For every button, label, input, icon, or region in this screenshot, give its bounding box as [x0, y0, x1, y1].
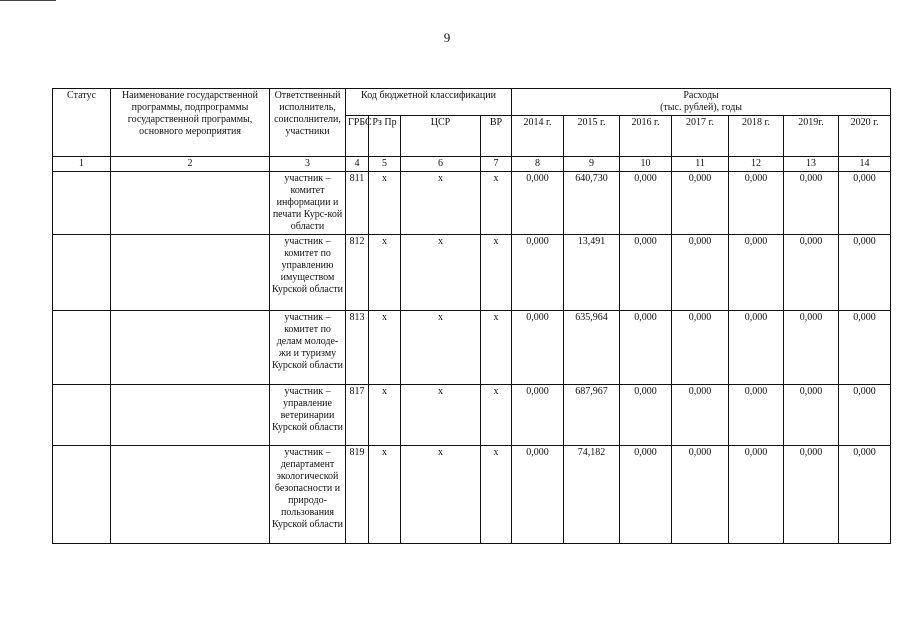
name-cell	[111, 385, 270, 446]
rzpr-cell: х	[369, 385, 401, 446]
rzpr-cell: х	[369, 311, 401, 385]
amount-cell: 687,967	[564, 385, 620, 446]
amount-cell: 0,000	[839, 311, 891, 385]
table-row	[53, 446, 891, 544]
rzpr-cell: х	[369, 446, 401, 544]
header-year: 2017 г.	[672, 116, 729, 157]
header-year: 2016 г.	[620, 116, 672, 157]
table-row	[53, 311, 891, 385]
responsible-cell: участник – комитет по делам молоде-жи и туризму Курской области	[270, 311, 346, 385]
amount-cell: 0,000	[729, 172, 784, 235]
header-budget-code: Код бюджетной классификации	[346, 89, 512, 116]
column-number: 6	[401, 157, 481, 172]
header-grbs: ГРБС	[346, 116, 369, 157]
status-cell	[53, 172, 111, 235]
column-number: 4	[346, 157, 369, 172]
header-year: 2014 г.	[512, 116, 564, 157]
column-number: 11	[672, 157, 729, 172]
amount-cell: 0,000	[512, 385, 564, 446]
csr-cell: х	[401, 446, 481, 544]
grbs-cell: 817	[346, 385, 369, 446]
header-rzpr: Рз Пр	[369, 116, 401, 157]
amount-cell: 0,000	[839, 446, 891, 544]
grbs-cell: 813	[346, 311, 369, 385]
name-cell	[111, 311, 270, 385]
amount-cell: 0,000	[839, 235, 891, 311]
amount-cell: 0,000	[672, 235, 729, 311]
header-year: 2018 г.	[729, 116, 784, 157]
table-row	[53, 235, 891, 311]
amount-cell: 0,000	[672, 446, 729, 544]
page-number: 9	[443, 30, 451, 45]
amount-cell: 0,000	[729, 311, 784, 385]
amount-cell: 0,000	[784, 172, 839, 235]
column-number: 12	[729, 157, 784, 172]
vr-cell: х	[481, 446, 512, 544]
csr-cell: х	[401, 235, 481, 311]
header-row-top	[53, 89, 891, 116]
header-status: Статус	[53, 89, 111, 157]
header-year: 2019г.	[784, 116, 839, 157]
amount-cell: 635,964	[564, 311, 620, 385]
grbs-cell: 811	[346, 172, 369, 235]
grbs-cell: 819	[346, 446, 369, 544]
column-number: 13	[784, 157, 839, 172]
status-cell	[53, 235, 111, 311]
column-number: 2	[111, 157, 270, 172]
name-cell	[111, 235, 270, 311]
column-number: 14	[839, 157, 891, 172]
vr-cell: х	[481, 311, 512, 385]
name-cell	[111, 172, 270, 235]
responsible-cell: участник – управление ветеринарии Курской области	[270, 385, 346, 446]
amount-cell: 0,000	[512, 235, 564, 311]
amount-cell: 0,000	[620, 235, 672, 311]
column-number: 8	[512, 157, 564, 172]
header-year: 2020 г.	[839, 116, 891, 157]
header-year: 2015 г.	[564, 116, 620, 157]
amount-cell: 74,182	[564, 446, 620, 544]
column-number: 3	[270, 157, 346, 172]
amount-cell: 13,491	[564, 235, 620, 311]
status-cell	[53, 446, 111, 544]
amount-cell: 0,000	[784, 446, 839, 544]
csr-cell: х	[401, 385, 481, 446]
amount-cell: 0,000	[620, 172, 672, 235]
amount-cell: 640,730	[564, 172, 620, 235]
amount-cell: 0,000	[620, 311, 672, 385]
amount-cell: 0,000	[620, 446, 672, 544]
column-number: 7	[481, 157, 512, 172]
budget-table	[52, 88, 891, 544]
amount-cell: 0,000	[512, 446, 564, 544]
column-number: 5	[369, 157, 401, 172]
responsible-cell: участник – комитет информации и печати Курс-кой области	[270, 172, 346, 235]
amount-cell: 0,000	[784, 385, 839, 446]
column-number-row	[53, 157, 891, 172]
amount-cell: 0,000	[729, 385, 784, 446]
amount-cell: 0,000	[620, 385, 672, 446]
vr-cell: х	[481, 385, 512, 446]
amount-cell: 0,000	[729, 446, 784, 544]
table-row	[53, 385, 891, 446]
amount-cell: 0,000	[672, 172, 729, 235]
vr-cell: х	[481, 235, 512, 311]
status-cell	[53, 385, 111, 446]
amount-cell: 0,000	[512, 172, 564, 235]
csr-cell: х	[401, 172, 481, 235]
rzpr-cell: х	[369, 235, 401, 311]
amount-cell: 0,000	[784, 311, 839, 385]
amount-cell: 0,000	[672, 311, 729, 385]
column-number: 9	[564, 157, 620, 172]
status-cell	[53, 311, 111, 385]
amount-cell: 0,000	[672, 385, 729, 446]
amount-cell: 0,000	[512, 311, 564, 385]
header-expenses-unit: (тыс. рублей), годы	[660, 102, 743, 113]
rzpr-cell: х	[369, 172, 401, 235]
header-responsible: Ответственный исполнитель, соисполнители, участники	[270, 89, 346, 157]
header-name: Наименование государственной программы, подпрограммы государственной программы, основного мероприятия	[111, 89, 270, 157]
header-vr: ВР	[481, 116, 512, 157]
amount-cell: 0,000	[729, 235, 784, 311]
header-expenses	[512, 89, 891, 116]
table-row	[53, 172, 891, 235]
csr-cell: х	[401, 311, 481, 385]
header-expenses-title: Расходы	[683, 90, 719, 101]
amount-cell: 0,000	[784, 235, 839, 311]
responsible-cell: участник – комитет по управлению имуществом Курской области	[270, 235, 346, 311]
column-number: 1	[53, 157, 111, 172]
vr-cell: х	[481, 172, 512, 235]
top-edge-line	[0, 0, 56, 1]
grbs-cell: 812	[346, 235, 369, 311]
name-cell	[111, 446, 270, 544]
amount-cell: 0,000	[839, 385, 891, 446]
column-number: 10	[620, 157, 672, 172]
amount-cell: 0,000	[839, 172, 891, 235]
header-csr: ЦСР	[401, 116, 481, 157]
responsible-cell: участник – департамент экологической безопасности и природо-пользования Курской области	[270, 446, 346, 544]
